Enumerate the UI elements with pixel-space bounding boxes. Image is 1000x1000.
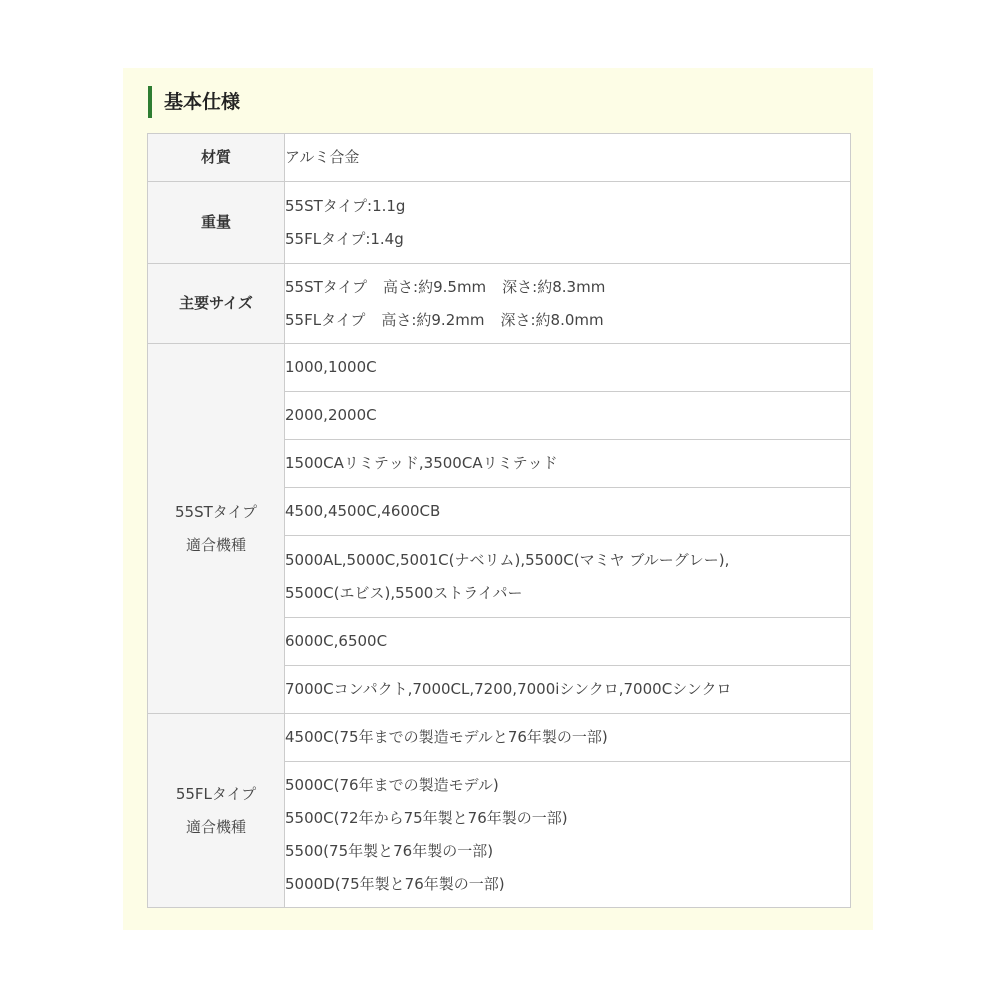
size-label: 主要サイズ <box>148 264 285 344</box>
st-model-item: 7000Cコンパクト,7000CL,7200,7000iシンクロ,7000Cシンクロ <box>285 666 851 714</box>
st-model-item: 1000,1000C <box>285 344 851 392</box>
st-model-item: 1500CAリミテッド,3500CAリミテッド <box>285 440 851 488</box>
size-value <box>285 264 851 344</box>
section-title: 基本仕様 <box>148 86 240 118</box>
st-model-item: 2000,2000C <box>285 392 851 440</box>
fl-model-item: 5000C(76年までの製造モデル) 5500C(72年から75年製と76年製の一部) 5500(75年製と76年製の一部) 5000D(75年製と76年製の一部) <box>285 762 851 908</box>
size-line: 55FLタイプ 高さ:約9.2mm 深さ:約8.0mm <box>285 310 604 329</box>
st-model-item: 6000C,6500C <box>285 618 851 666</box>
weight-line: 55STタイプ:1.1g <box>285 196 406 215</box>
weight-label: 重量 <box>148 182 285 264</box>
table-row-fl-model <box>148 714 851 762</box>
size-line: 55STタイプ 高さ:約9.5mm 深さ:約8.3mm <box>285 277 606 296</box>
table-row-weight <box>148 182 851 264</box>
table-row-size <box>148 264 851 344</box>
material-value: アルミ合金 <box>285 134 851 182</box>
fl-model-item: 4500C(75年までの製造モデルと76年製の一部) <box>285 714 851 762</box>
spec-table <box>147 133 851 908</box>
table-row-st-model <box>148 344 851 392</box>
st-model-item: 4500,4500C,4600CB <box>285 488 851 536</box>
st-model-item: 5000AL,5000C,5001C(ナベリム),5500C(マミヤ ブルーグレー), 5500C(エビス),5500ストライパー <box>285 536 851 618</box>
st-models-label: 55STタイプ 適合機種 <box>148 344 285 714</box>
material-label: 材質 <box>148 134 285 182</box>
fl-models-label: 55FLタイプ 適合機種 <box>148 714 285 908</box>
weight-line: 55FLタイプ:1.4g <box>285 229 404 248</box>
weight-value <box>285 182 851 264</box>
table-row-material <box>148 134 851 182</box>
